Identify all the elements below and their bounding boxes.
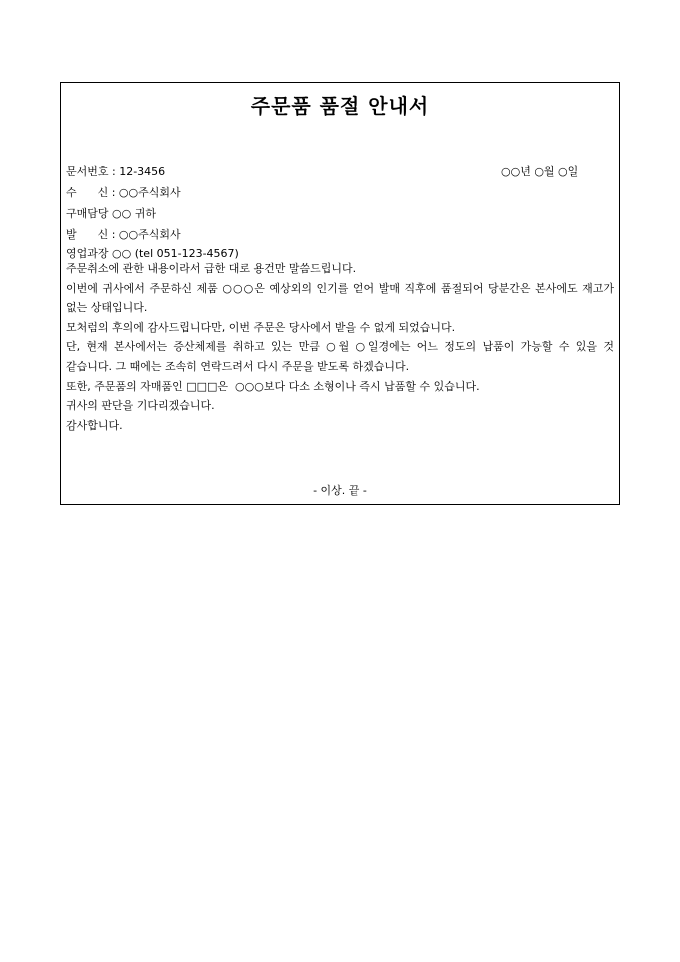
letter-body (66, 259, 614, 435)
doc-number: 문서번호 : 12-3456 (66, 165, 166, 178)
body-paragraph: 모처럼의 후의에 감사드립니다만, 이번 주문은 당사에서 받을 수 없게 되었습니다. (66, 320, 456, 334)
sender: 발 신 : ○○주식회사 (66, 228, 181, 241)
recipient: 수 신 : ○○주식회사 (66, 186, 181, 199)
body-paragraph: 또한, 주문품의 자매품인 □□□은 ○○○보다 다소 소형이나 즉시 납품할 수 있습니다. (66, 379, 480, 393)
sender-contact: 영업과장 ○○ (tel 051-123-4567) (66, 247, 239, 260)
body-paragraph: 귀사의 판단을 기다리겠습니다. (66, 399, 215, 413)
body-paragraph: 이번에 귀사에서 주문하신 제품 ○○○은 예상외의 인기를 얻어 발매 직후에 품절되어 당분간은 본사에도 재고가 없는 상태입니다. (66, 281, 614, 315)
doc-date: ○○년 ○월 ○일 (501, 165, 579, 178)
body-paragraph: 감사합니다. (66, 418, 123, 432)
body-paragraph: 단, 현재 본사에서는 증산체제를 취하고 있는 만큼 ○월 ○일경에는 어느 정도의 납품이 가능할 수 있을 것 같습니다. 그 때에는 조속히 연락드려서 다시 주문을 받도록 하겠습니다. (66, 340, 614, 373)
closing-mark: - 이상. 끝 - (313, 484, 367, 497)
document-frame (60, 82, 620, 505)
document-title: 주문품 품절 안내서 (250, 94, 430, 118)
body-paragraph: 주문취소에 관한 내용이라서 급한 대로 용건만 말씀드립니다. (66, 262, 357, 275)
recipient-contact: 구매담당 ○○ 귀하 (66, 207, 156, 220)
